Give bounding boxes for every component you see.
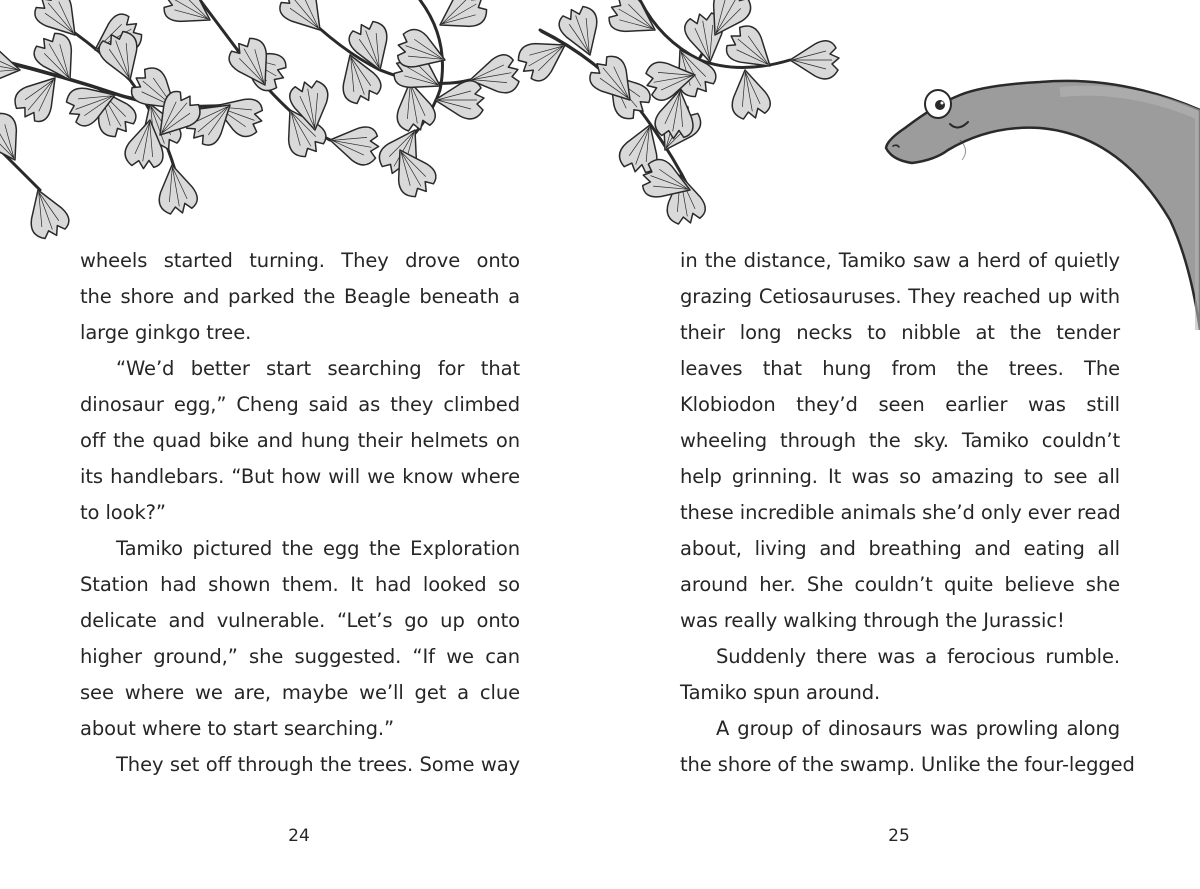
text-line: about where to start searching.” bbox=[80, 717, 394, 740]
text-line: Station had shown them. It had looked so bbox=[80, 573, 520, 596]
text-line: in the distance, Tamiko saw a herd of quietly bbox=[680, 249, 1120, 272]
left-page-body bbox=[80, 243, 520, 783]
text-line: the shore of the swamp. Unlike the four-legged bbox=[680, 753, 1135, 776]
text-line: dinosaur egg,” Cheng said as they climbed bbox=[80, 393, 520, 416]
text-line: grazing Cetiosauruses. They reached up with bbox=[680, 285, 1120, 308]
text-line: help grinning. It was so amazing to see all bbox=[680, 465, 1120, 488]
text-line: see where we are, maybe we’ll get a clue bbox=[80, 681, 520, 704]
text-line: leaves that hung from the trees. The bbox=[680, 357, 1120, 380]
text-line: Tamiko pictured the egg the Exploration bbox=[116, 537, 520, 560]
text-line: delicate and vulnerable. “Let’s go up onto bbox=[80, 609, 520, 632]
text-line: wheeling through the sky. Tamiko couldn’t bbox=[680, 429, 1120, 452]
text-line: was really walking through the Jurassic! bbox=[680, 609, 1065, 632]
text-line: wheels started turning. They drove onto bbox=[80, 249, 520, 272]
text-line: They set off through the trees. Some way bbox=[116, 753, 520, 776]
text-line: Tamiko spun around. bbox=[680, 681, 881, 704]
ginkgo-branches-icon bbox=[0, 0, 839, 243]
text-line: Klobiodon they’d seen earlier was still bbox=[680, 393, 1120, 416]
text-line: around her. She couldn’t quite believe she bbox=[680, 573, 1120, 596]
text-line: to look?” bbox=[80, 501, 166, 524]
text-line: “We’d better start searching for that bbox=[116, 357, 520, 380]
page-number-right: 25 bbox=[888, 826, 910, 846]
text-line: the shore and parked the Beagle beneath a bbox=[80, 285, 520, 308]
text-line: these incredible animals she’d only ever read bbox=[680, 501, 1121, 524]
text-line: Suddenly there was a ferocious rumble. bbox=[716, 645, 1120, 668]
text-line: large ginkgo tree. bbox=[80, 321, 252, 344]
text-line: higher ground,” she suggested. “If we can bbox=[80, 645, 520, 668]
right-page-body bbox=[680, 243, 1135, 783]
text-line: A group of dinosaurs was prowling along bbox=[716, 717, 1120, 740]
page-number-left: 24 bbox=[288, 826, 310, 846]
text-line: about, living and breathing and eating all bbox=[680, 537, 1120, 560]
text-line: off the quad bike and hung their helmets on bbox=[80, 429, 520, 452]
text-line: its handlebars. “But how will we know where bbox=[80, 465, 520, 488]
text-line: their long necks to nibble at the tender bbox=[680, 321, 1120, 344]
